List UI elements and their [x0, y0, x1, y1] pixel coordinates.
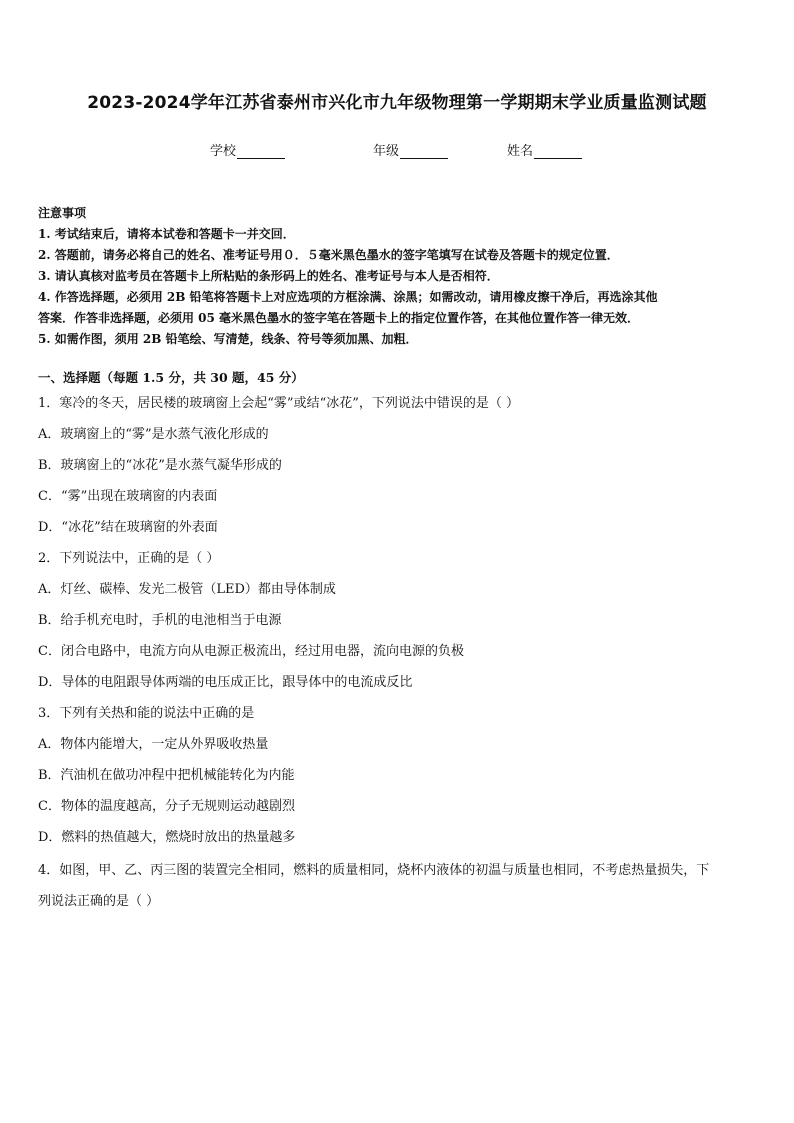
school-label: 学校	[210, 144, 237, 159]
notice-block	[38, 203, 760, 350]
notice-item: 3. 请认真核对监考员在答题卡上所粘贴的条形码上的姓名、准考证号与本人是否相符．	[38, 269, 499, 283]
grade-field	[373, 140, 448, 159]
question-2-option-d: D．导体的电阻跟导体两端的电压成正比，跟导体中的电流成反比	[38, 675, 413, 690]
name-field	[507, 140, 582, 159]
question-3-option-d: D．燃料的热值越大，燃烧时放出的热量越多	[38, 830, 296, 845]
question-1-option-b: B．玻璃窗上的“冰花”是水蒸气凝华形成的	[38, 458, 282, 473]
question-4-stem-line-1: 4．如图，甲、乙、丙三图的装置完全相同，燃料的质量相同，烧杯内液体的初温与质量也相同，不考虑热量损失，下	[38, 863, 710, 878]
question-2-option-b: B．给手机充电时，手机的电池相当于电源	[38, 613, 282, 628]
question-3-option-a: A．物体内能增大，一定从外界吸收热量	[38, 737, 269, 752]
school-field	[210, 140, 285, 159]
notice-heading: 注意事项	[38, 206, 87, 220]
section-heading: 一、选择题（每题 1.5 分，共 30 题，45 分）	[38, 370, 304, 385]
name-label: 姓名	[507, 144, 534, 159]
question-1-option-d: D．“冰花”结在玻璃窗的外表面	[38, 520, 218, 535]
question-2-option-c: C．闭合电路中，电流方向从电源正极流出，经过用电器，流向电源的负极	[38, 644, 464, 659]
school-blank	[237, 144, 285, 159]
question-3-option-c: C．物体的温度越高，分子无规则运动越剧烈	[38, 799, 295, 814]
notice-item: 4. 作答选择题，必须用 2B 铅笔将答题卡上对应选项的方框涂满、涂黑；如需改动，请用橡皮擦干净后，再选涂其他	[38, 290, 658, 304]
notice-item: 5. 如需作图，须用 2B 铅笔绘、写清楚，线条、符号等须加黑、加粗．	[38, 332, 418, 346]
question-1-option-a: A．玻璃窗上的“雾”是水蒸气液化形成的	[38, 427, 269, 442]
notice-item: 2. 答题前，请务必将自己的姓名、准考证号用０．５毫米黑色墨水的签字笔填写在试卷及答题卡的规定位置．	[38, 248, 619, 262]
question-3-option-b: B．汽油机在做功冲程中把机械能转化为内能	[38, 768, 295, 783]
grade-label: 年级	[373, 144, 400, 159]
question-3-stem: 3．下列有关热和能的说法中正确的是	[38, 706, 255, 721]
name-blank	[534, 144, 582, 159]
exam-title: 2023-2024学年江苏省泰州市兴化市九年级物理第一学期期末学业质量监测试题	[87, 93, 707, 113]
question-4-stem-line-2: 列说法正确的是（ ）	[38, 894, 160, 909]
question-1-option-c: C．“雾”出现在玻璃窗的内表面	[38, 489, 218, 504]
question-2-stem: 2．下列说法中，正确的是（ ）	[38, 551, 220, 566]
question-2-option-a: A．灯丝、碳棒、发光二极管（LED）都由导体制成	[38, 582, 336, 597]
question-1-stem: 1．寒冷的冬天，居民楼的玻璃窗上会起“雾”或结“冰花”，下列说法中错误的是（ ）	[38, 396, 519, 411]
grade-blank	[400, 144, 448, 159]
notice-item: 1. 考试结束后，请将本试卷和答题卡一并交回．	[38, 227, 295, 241]
notice-item: 答案．作答非选择题，必须用 05 毫米黑色墨水的签字笔在答题卡上的指定位置作答，在其他位置作答一律无效．	[38, 311, 640, 325]
